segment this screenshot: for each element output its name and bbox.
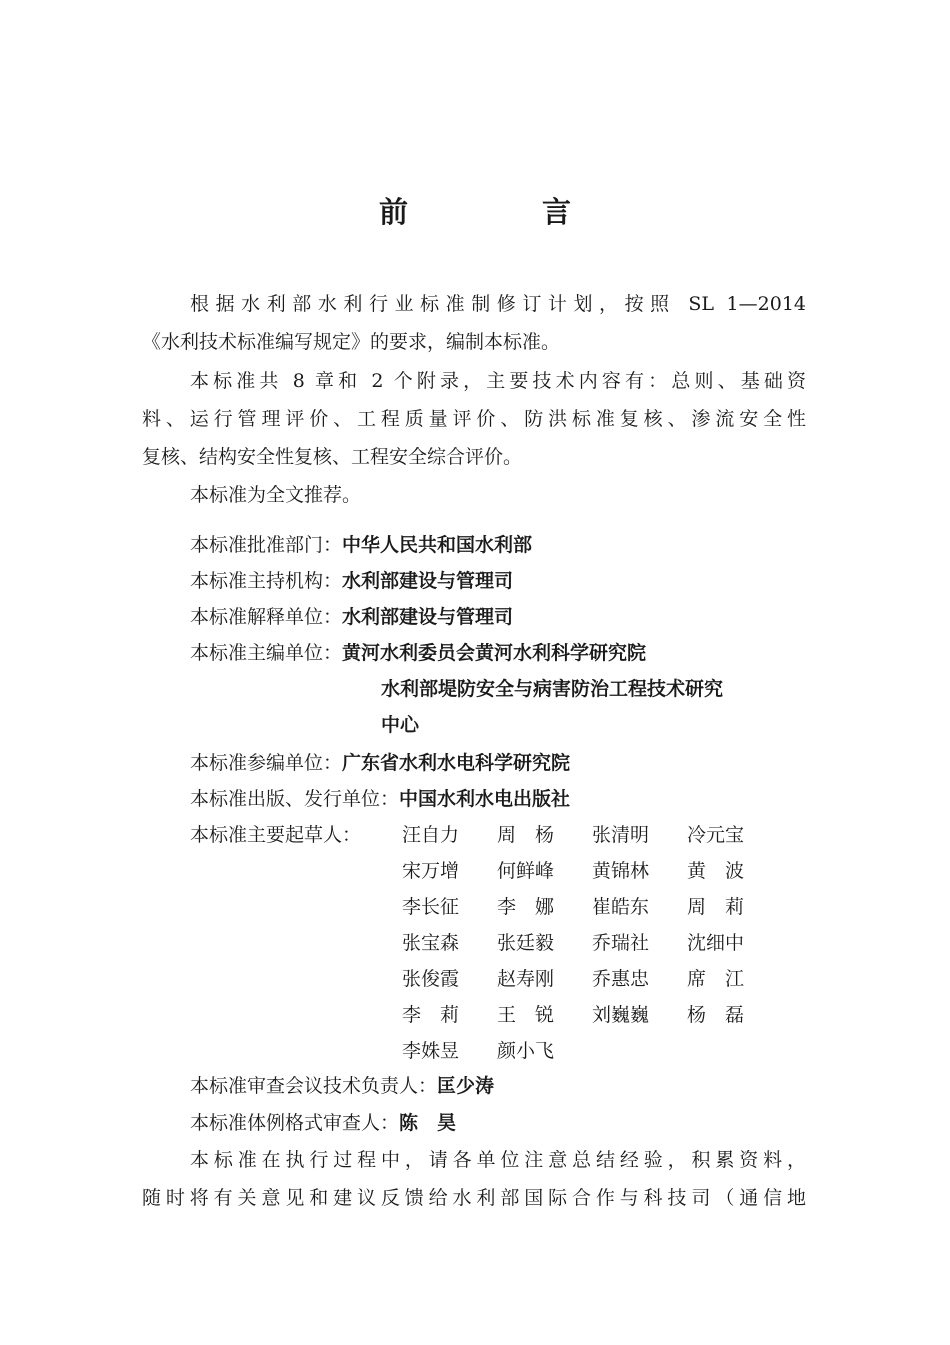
participant-value: 广东省水利水电科学研究院 (342, 752, 571, 774)
drafter-name: 刘巍巍 (592, 1004, 650, 1026)
closing-line-1: 本标准在执行过程中，请各单位注意总结经验，积累资料， (190, 1149, 806, 1171)
participant-line (190, 745, 570, 781)
drafter-name: 杨 磊 (687, 1004, 745, 1026)
review-line (190, 1068, 494, 1104)
interpret-value: 水利部建设与管理司 (342, 606, 514, 628)
drafter-name: 张清明 (592, 824, 650, 846)
drafter-name: 沈细中 (687, 932, 745, 954)
interpret-line (190, 599, 513, 635)
publisher-line (190, 781, 570, 817)
drafter-name: 宋万增 (402, 860, 460, 882)
drafters-row (402, 997, 782, 1033)
drafter-name: 周 莉 (687, 896, 745, 918)
drafter-name: 何鲜峰 (497, 860, 555, 882)
publisher-label: 本标准出版、发行单位： (190, 788, 400, 810)
drafter-name: 李长征 (402, 896, 460, 918)
paragraph-2-line-1: 本标准共 8 章和 2 个附录，主要技术内容有：总则、基础资 (190, 370, 806, 392)
drafters-label: 本标准主要起草人： (190, 824, 362, 846)
paragraph-2-line-2: 料、运行管理评价、工程质量评价、防洪标准复核、渗流安全性 (142, 408, 806, 430)
drafters-row (402, 961, 782, 997)
review-value: 匡少涛 (437, 1075, 495, 1097)
drafters-row (402, 817, 782, 853)
drafter-name: 黄锦林 (592, 860, 650, 882)
drafter-name: 周 杨 (497, 824, 555, 846)
drafter-name: 汪自力 (402, 824, 460, 846)
host-line (190, 563, 513, 599)
drafter-name: 张俊霞 (402, 968, 460, 990)
drafter-name: 李 莉 (402, 1004, 460, 1026)
drafter-name: 颜小飞 (497, 1040, 555, 1062)
paragraph-1-line-2: 《水利技术标准编写规定》的要求，编制本标准。 (142, 331, 561, 353)
drafters-row (402, 925, 782, 961)
drafters-row (402, 853, 782, 889)
drafter-name: 冷元宝 (687, 824, 745, 846)
drafter-name: 席 江 (687, 968, 745, 990)
format-value: 陈 昊 (399, 1112, 457, 1134)
chief-line (190, 635, 646, 671)
drafters-row (402, 1033, 782, 1069)
drafter-name: 李 娜 (497, 896, 555, 918)
host-value: 水利部建设与管理司 (342, 570, 514, 592)
chief-label: 本标准主编单位： (190, 642, 343, 664)
drafter-name: 王 锐 (497, 1004, 555, 1026)
approve-value: 中华人民共和国水利部 (342, 534, 533, 556)
participant-label: 本标准参编单位： (190, 752, 343, 774)
chief-value-3: 中心 (381, 714, 420, 736)
drafter-name: 赵寿刚 (497, 968, 555, 990)
paragraph-1-line-1: 根据水利部水利行业标准制修订计划，按照 SL 1—2014 (190, 293, 806, 315)
drafter-name: 黄 波 (687, 860, 745, 882)
drafter-name: 李姝昱 (402, 1040, 460, 1062)
page-title: 前 言 (378, 195, 634, 229)
chief-value-1: 黄河水利委员会黄河水利科学研究院 (342, 642, 647, 664)
drafters-row (402, 889, 782, 925)
approve-label: 本标准批准部门： (190, 534, 343, 556)
review-label: 本标准审查会议技术负责人： (190, 1075, 438, 1097)
approve-line (190, 527, 532, 563)
drafter-name: 张廷毅 (497, 932, 555, 954)
interpret-label: 本标准解释单位： (190, 606, 343, 628)
drafter-name: 乔惠忠 (592, 968, 650, 990)
paragraph-3: 本标准为全文推荐。 (190, 484, 362, 506)
drafters-list (402, 817, 782, 1069)
paragraph-2-line-3: 复核、结构安全性复核、工程安全综合评价。 (142, 446, 523, 468)
closing-line-2: 随时将有关意见和建议反馈给水利部国际合作与科技司（通信地 (142, 1187, 806, 1209)
format-line (190, 1105, 456, 1141)
format-label: 本标准体例格式审查人： (190, 1112, 400, 1134)
drafter-name: 张宝森 (402, 932, 460, 954)
drafter-name: 乔瑞社 (592, 932, 650, 954)
host-label: 本标准主持机构： (190, 570, 343, 592)
publisher-value: 中国水利水电出版社 (399, 788, 571, 810)
chief-value-2: 水利部堤防安全与病害防治工程技术研究 (381, 678, 724, 700)
drafter-name: 崔皓东 (592, 896, 650, 918)
